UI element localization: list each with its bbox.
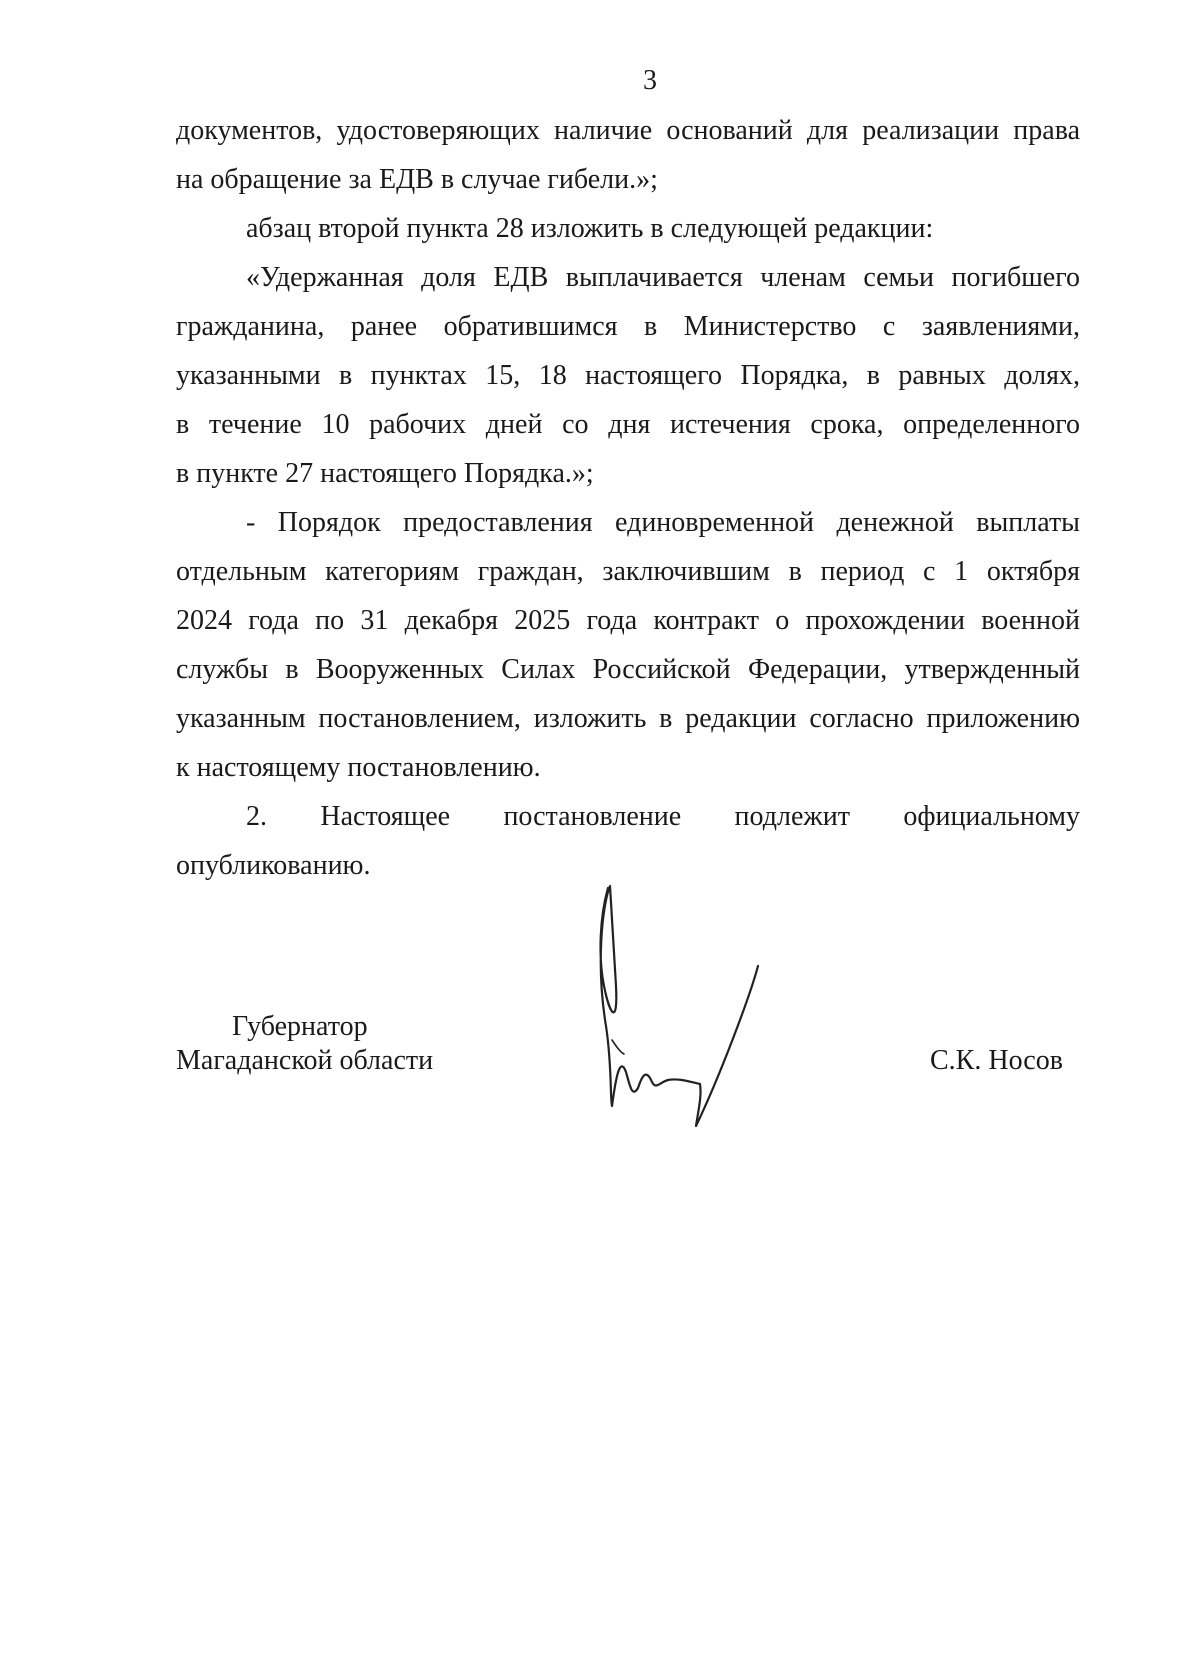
- paragraph-line: абзац второй пункта 28 изложить в следующей редакции:: [246, 213, 934, 244]
- paragraph-line: указанными в пунктах 15, 18 настоящего Порядка, в равных долях,: [176, 360, 1080, 391]
- paragraph-1: [176, 106, 1080, 204]
- paragraph-line: документов, удостоверяющих наличие оснований для реализации права: [176, 115, 1080, 146]
- paragraph-line: гражданина, ранее обратившимся в Министерство с заявлениями,: [176, 311, 1080, 342]
- handwritten-signature-icon: [590, 876, 800, 1136]
- paragraph-4: [176, 498, 1080, 792]
- paragraph-line: опубликованию.: [176, 850, 371, 881]
- page-number: 3: [643, 65, 657, 96]
- signatory-name: С.К. Носов: [930, 1045, 1063, 1076]
- document-body: [176, 106, 1080, 890]
- paragraph-line: службы в Вооруженных Силах Российской Федерации, утвержденный: [176, 654, 1080, 685]
- paragraph-line: на обращение за ЕДВ в случае гибели.»;: [176, 164, 658, 195]
- paragraph-line: к настоящему постановлению.: [176, 752, 541, 783]
- paragraph-line: «Удержанная доля ЕДВ выплачивается членам семьи погибшего: [246, 262, 1080, 293]
- paragraph-line: в пункте 27 настоящего Порядка.»;: [176, 458, 594, 489]
- paragraph-line: отдельным категориям граждан, заключившим в период с 1 октября: [176, 556, 1080, 587]
- signatory-position: Губернатор: [232, 1011, 368, 1042]
- paragraph-line: указанным постановлением, изложить в редакции согласно приложению: [176, 703, 1080, 734]
- paragraph-line: 2. Настоящее постановление подлежит официальному: [246, 801, 1080, 832]
- paragraph-line: в течение 10 рабочих дней со дня истечения срока, определенного: [176, 409, 1080, 440]
- paragraph-2: [176, 204, 1080, 253]
- paragraph-line: - Порядок предоставления единовременной денежной выплаты: [246, 507, 1080, 538]
- paragraph-line: 2024 года по 31 декабря 2025 года контракт о прохождении военной: [176, 605, 1080, 636]
- paragraph-3: [176, 253, 1080, 498]
- signatory-region: Магаданской области: [176, 1045, 434, 1076]
- signatory-title: [176, 1010, 433, 1078]
